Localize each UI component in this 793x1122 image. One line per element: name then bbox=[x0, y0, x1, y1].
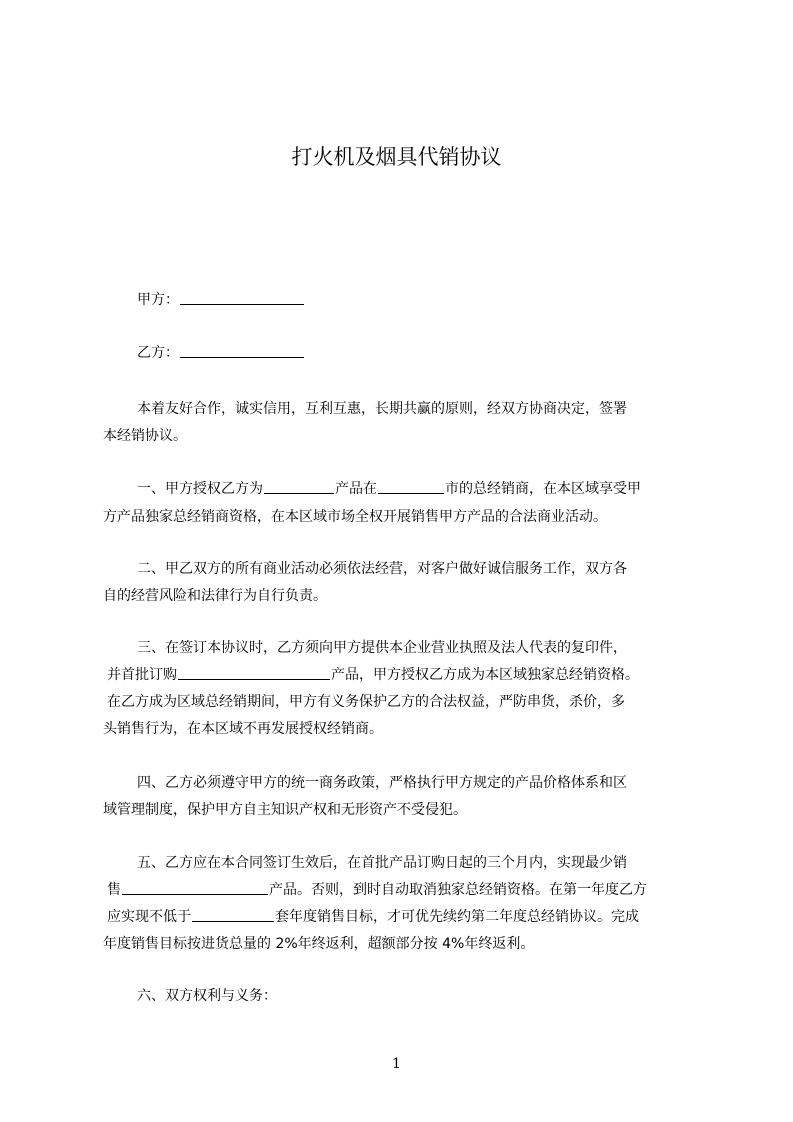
page-number: 1 bbox=[392, 1056, 401, 1072]
preamble-line-2: 本经销协议。 bbox=[103, 428, 187, 444]
city-blank bbox=[378, 479, 444, 494]
first-order-blank bbox=[178, 665, 330, 680]
party-b-label: 乙方： bbox=[137, 345, 179, 361]
minimum-sales-blank bbox=[122, 880, 268, 895]
clause-5-line-3 bbox=[103, 907, 707, 927]
clause-3-text-a: 并首批订购 bbox=[107, 667, 177, 683]
party-a-label: 甲方： bbox=[137, 292, 179, 308]
clause-5-line-4: 年度销售目标按进货总量的 2%年终返利，超额部分按 4%年终返利。 bbox=[103, 936, 535, 952]
clause-3-line-3: 在乙方成为区域总经销期间，甲方有义务保护乙方的合法权益，严防串货，杀价，多 bbox=[107, 694, 625, 710]
party-a-line bbox=[137, 290, 305, 310]
clause-2-line-2: 自的经营风险和法律行为自行负责。 bbox=[103, 588, 327, 604]
clause-5-line-2 bbox=[103, 880, 707, 900]
clause-5-text-c: 应实现不低于 bbox=[107, 909, 191, 925]
clause-4-line-1: 四、乙方必须遵守甲方的统一商务政策，严格执行甲方规定的产品价格体系和区 bbox=[137, 775, 627, 791]
product-name-blank bbox=[264, 479, 334, 494]
clause-1-line-2: 方产品独家总经销商资格，在本区域市场全权开展销售甲方产品的合法商业活动。 bbox=[103, 509, 607, 525]
clause-5-text-b: 产品。否则，到时自动取消独家总经销资格。在第一年度乙方 bbox=[269, 882, 647, 898]
clause-1-text-b: 产品在 bbox=[335, 481, 377, 497]
party-b-blank bbox=[180, 343, 304, 358]
clause-4-line-2: 域管理制度，保护甲方自主知识产权和无形资产不受侵犯。 bbox=[103, 802, 467, 818]
clause-1-line-1 bbox=[103, 479, 737, 499]
clause-3-line-2 bbox=[103, 665, 707, 685]
clause-5-text-a: 售 bbox=[107, 882, 121, 898]
party-b-line bbox=[137, 343, 305, 363]
clause-5-line-1: 五、乙方应在本合同签订生效后，在首批产品订购日起的三个月内，实现最少销 bbox=[137, 855, 627, 871]
preamble-line-1: 本着友好合作，诚实信用，互利互惠，长期共赢的原则，经双方协商决定，签署 bbox=[137, 401, 627, 417]
clause-1-text-c: 市的总经销商，在本区域享受甲 bbox=[445, 481, 641, 497]
clause-3-text-b: 产品，甲方授权乙方成为本区域独家总经销资格。 bbox=[331, 667, 639, 683]
party-a-blank bbox=[180, 290, 304, 305]
clause-1-text-a: 一、甲方授权乙方为 bbox=[137, 481, 263, 497]
clause-3-line-1: 三、在签订本协议时，乙方须向甲方提供本企业营业执照及法人代表的复印件， bbox=[137, 640, 627, 656]
clause-5-text-d: 套年度销售目标，才可优先续约第二年度总经销协议。完成 bbox=[275, 909, 639, 925]
clause-3-line-4: 头销售行为，在本区域不再发展授权经销商。 bbox=[103, 721, 383, 737]
annual-target-blank bbox=[192, 907, 274, 922]
page-title: 打火机及烟具代销协议 bbox=[291, 145, 502, 169]
clause-2-line-1: 二、甲乙双方的所有商业活动必须依法经营，对客户做好诚信服务工作，双方各 bbox=[137, 561, 627, 577]
clause-6-line-1: 六、双方权利与义务： bbox=[137, 988, 277, 1004]
